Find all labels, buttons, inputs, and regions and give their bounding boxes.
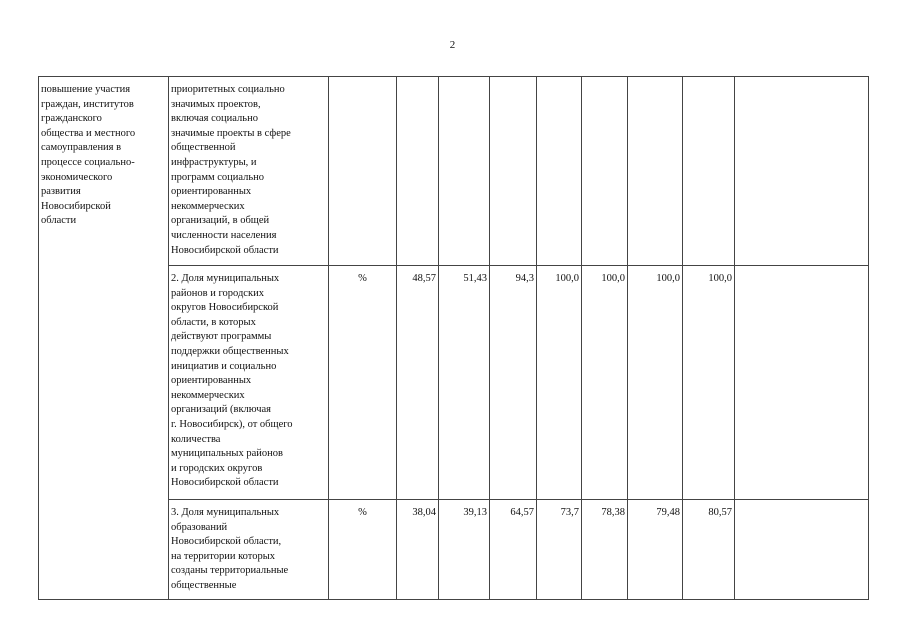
value-cell: 100,0 xyxy=(537,266,582,500)
value-cell xyxy=(397,77,439,266)
note-cell xyxy=(735,77,869,266)
indicator-text: приоритетных социально значимых проектов, включая социально значимые проекты в сфере общественной инфраструктуры, и программ социально ориентированных некоммерческих организаций, в общей численности населения Новосибирской области xyxy=(171,84,291,256)
note-cell xyxy=(735,500,869,600)
value-cell xyxy=(582,77,628,266)
value-cell: 64,57 xyxy=(490,500,537,600)
value-cell xyxy=(439,77,490,266)
value-cell: 39,13 xyxy=(439,500,490,600)
value-cell xyxy=(683,77,735,266)
table-row xyxy=(39,77,869,266)
value-cell: 79,48 xyxy=(628,500,683,600)
goal-cell xyxy=(39,77,169,600)
note-cell xyxy=(735,266,869,500)
value-cell: 100,0 xyxy=(582,266,628,500)
indicator-cell xyxy=(169,77,329,266)
indicator-text: 3. Доля муниципальных образований Новосибирской области, на территории которых созданы территориальные общественные xyxy=(171,507,289,591)
value-cell: 80,57 xyxy=(683,500,735,600)
page-number: 2 xyxy=(449,39,456,51)
unit-cell: % xyxy=(329,266,397,500)
value-cell: 48,57 xyxy=(397,266,439,500)
indicator-text: 2. Доля муниципальных районов и городских округов Новосибирской области, в которых действуют программы поддержки общественных инициатив и социально ориентированных некоммерческих организаций (включая г. Новосибирск), от общего количества муниципальных районов и городских округов Новосибирской области xyxy=(171,273,293,489)
unit-cell xyxy=(329,77,397,266)
value-cell xyxy=(628,77,683,266)
value-cell: 78,38 xyxy=(582,500,628,600)
value-cell: 94,3 xyxy=(490,266,537,500)
value-cell: 51,43 xyxy=(439,266,490,500)
unit-cell: % xyxy=(329,500,397,600)
value-cell xyxy=(537,77,582,266)
value-cell: 100,0 xyxy=(683,266,735,500)
indicator-cell xyxy=(169,500,329,600)
value-cell: 38,04 xyxy=(397,500,439,600)
indicator-cell xyxy=(169,266,329,500)
goal-text: повышение участия граждан, институтов гражданского общества и местного самоуправления в процессе социально- экономического развития Новосибирской области xyxy=(41,84,136,227)
value-cell: 73,7 xyxy=(537,500,582,600)
indicators-table xyxy=(38,76,869,600)
value-cell: 100,0 xyxy=(628,266,683,500)
value-cell xyxy=(490,77,537,266)
